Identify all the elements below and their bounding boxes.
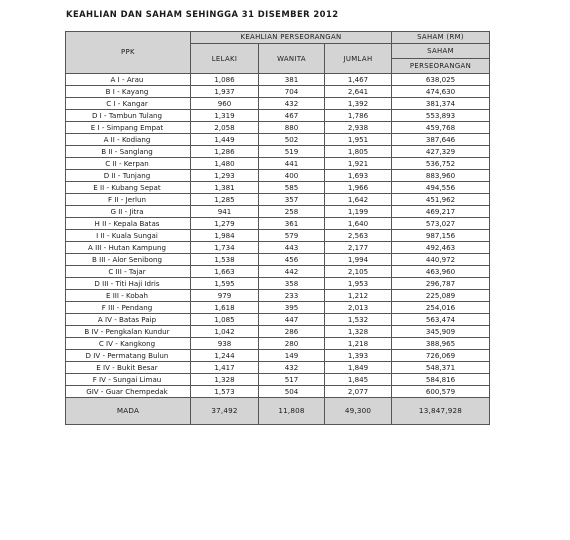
cell-lelaki: 1,086 xyxy=(191,74,259,86)
cell-wanita: 149 xyxy=(259,350,325,362)
table-row xyxy=(66,86,490,98)
cell-saham: 469,217 xyxy=(392,206,490,218)
header-lelaki: LELAKI xyxy=(191,44,259,74)
cell-ppk-name: E II - Kubang Sepat xyxy=(66,182,191,194)
cell-saham: 726,069 xyxy=(392,350,490,362)
cell-saham: 563,474 xyxy=(392,314,490,326)
cell-jumlah: 1,953 xyxy=(325,278,392,290)
cell-lelaki: 1,417 xyxy=(191,362,259,374)
cell-saham: 553,893 xyxy=(392,110,490,122)
table-row xyxy=(66,242,490,254)
cell-wanita: 280 xyxy=(259,338,325,350)
cell-wanita: 502 xyxy=(259,134,325,146)
cell-jumlah: 1,328 xyxy=(325,326,392,338)
cell-wanita: 704 xyxy=(259,86,325,98)
cell-lelaki: 1,285 xyxy=(191,194,259,206)
cell-lelaki: 1,381 xyxy=(191,182,259,194)
cell-saham: 548,371 xyxy=(392,362,490,374)
cell-jumlah: 1,212 xyxy=(325,290,392,302)
total-row xyxy=(66,398,490,425)
cell-wanita: 504 xyxy=(259,386,325,398)
page-title: KEAHLIAN DAN SAHAM SEHINGGA 31 DISEMBER 2012 xyxy=(66,9,339,19)
table-row xyxy=(66,266,490,278)
total-wanita: 11,808 xyxy=(259,398,325,425)
cell-saham: 584,816 xyxy=(392,374,490,386)
cell-lelaki: 1,085 xyxy=(191,314,259,326)
table-row xyxy=(66,278,490,290)
table-row xyxy=(66,362,490,374)
total-label: MADA xyxy=(66,398,191,425)
cell-saham: 345,909 xyxy=(392,326,490,338)
cell-saham: 474,630 xyxy=(392,86,490,98)
cell-lelaki: 1,244 xyxy=(191,350,259,362)
cell-jumlah: 1,921 xyxy=(325,158,392,170)
cell-saham: 883,960 xyxy=(392,170,490,182)
table-row xyxy=(66,158,490,170)
total-lelaki: 37,492 xyxy=(191,398,259,425)
table-body xyxy=(66,74,490,398)
table-row xyxy=(66,110,490,122)
table-row xyxy=(66,194,490,206)
cell-wanita: 443 xyxy=(259,242,325,254)
cell-jumlah: 1,994 xyxy=(325,254,392,266)
cell-ppk-name: D III - Titi Haji Idris xyxy=(66,278,191,290)
cell-lelaki: 1,279 xyxy=(191,218,259,230)
cell-ppk-name: C IV - Kangkong xyxy=(66,338,191,350)
cell-jumlah: 1,393 xyxy=(325,350,392,362)
header-keahlian: KEAHLIAN PERSEORANGAN xyxy=(191,32,392,44)
cell-wanita: 456 xyxy=(259,254,325,266)
table-row xyxy=(66,314,490,326)
table-row xyxy=(66,98,490,110)
cell-lelaki: 1,328 xyxy=(191,374,259,386)
cell-ppk-name: F III - Pendang xyxy=(66,302,191,314)
cell-ppk-name: A III - Hutan Kampung xyxy=(66,242,191,254)
cell-jumlah: 2,641 xyxy=(325,86,392,98)
cell-ppk-name: D I - Tambun Tulang xyxy=(66,110,191,122)
cell-jumlah: 1,805 xyxy=(325,146,392,158)
cell-ppk-name: GIV - Guar Chempedak xyxy=(66,386,191,398)
cell-jumlah: 1,218 xyxy=(325,338,392,350)
cell-wanita: 361 xyxy=(259,218,325,230)
cell-ppk-name: C III - Tajar xyxy=(66,266,191,278)
cell-ppk-name: F II - Jerlun xyxy=(66,194,191,206)
cell-jumlah: 1,693 xyxy=(325,170,392,182)
cell-jumlah: 1,640 xyxy=(325,218,392,230)
cell-ppk-name: E IV - Bukit Besar xyxy=(66,362,191,374)
cell-wanita: 447 xyxy=(259,314,325,326)
cell-saham: 600,579 xyxy=(392,386,490,398)
cell-saham: 536,752 xyxy=(392,158,490,170)
cell-ppk-name: A II - Kodiang xyxy=(66,134,191,146)
cell-wanita: 395 xyxy=(259,302,325,314)
cell-jumlah: 2,077 xyxy=(325,386,392,398)
cell-ppk-name: G II - Jitra xyxy=(66,206,191,218)
cell-saham: 492,463 xyxy=(392,242,490,254)
cell-saham: 427,329 xyxy=(392,146,490,158)
cell-ppk-name: E I - Simpang Empat xyxy=(66,122,191,134)
cell-saham: 573,027 xyxy=(392,218,490,230)
cell-wanita: 233 xyxy=(259,290,325,302)
total-jumlah: 49,300 xyxy=(325,398,392,425)
table-row xyxy=(66,74,490,86)
cell-saham: 463,960 xyxy=(392,266,490,278)
cell-jumlah: 1,786 xyxy=(325,110,392,122)
cell-jumlah: 1,951 xyxy=(325,134,392,146)
cell-jumlah: 1,392 xyxy=(325,98,392,110)
cell-wanita: 381 xyxy=(259,74,325,86)
header-wanita: WANITA xyxy=(259,44,325,74)
cell-lelaki: 1,480 xyxy=(191,158,259,170)
cell-wanita: 358 xyxy=(259,278,325,290)
cell-lelaki: 1,734 xyxy=(191,242,259,254)
cell-ppk-name: F IV - Sungai Limau xyxy=(66,374,191,386)
cell-lelaki: 941 xyxy=(191,206,259,218)
header-saham-sub1: SAHAM xyxy=(392,44,490,59)
cell-saham: 381,374 xyxy=(392,98,490,110)
table-row xyxy=(66,122,490,134)
cell-jumlah: 2,563 xyxy=(325,230,392,242)
cell-jumlah: 1,642 xyxy=(325,194,392,206)
cell-jumlah: 2,177 xyxy=(325,242,392,254)
cell-lelaki: 1,293 xyxy=(191,170,259,182)
cell-ppk-name: I II - Kuala Sungai xyxy=(66,230,191,242)
header-saham-sub2: PERSEORANGAN xyxy=(392,59,490,74)
cell-saham: 459,768 xyxy=(392,122,490,134)
cell-lelaki: 1,449 xyxy=(191,134,259,146)
cell-ppk-name: B III - Alor Senibong xyxy=(66,254,191,266)
cell-ppk-name: D IV - Permatang Bulun xyxy=(66,350,191,362)
cell-saham: 638,025 xyxy=(392,74,490,86)
table-row xyxy=(66,386,490,398)
header-jumlah: JUMLAH xyxy=(325,44,392,74)
cell-ppk-name: D II - Tunjang xyxy=(66,170,191,182)
cell-wanita: 585 xyxy=(259,182,325,194)
cell-lelaki: 938 xyxy=(191,338,259,350)
cell-saham: 254,016 xyxy=(392,302,490,314)
cell-wanita: 441 xyxy=(259,158,325,170)
cell-saham: 451,962 xyxy=(392,194,490,206)
cell-wanita: 286 xyxy=(259,326,325,338)
cell-wanita: 579 xyxy=(259,230,325,242)
cell-ppk-name: C II - Kerpan xyxy=(66,158,191,170)
cell-ppk-name: A I - Arau xyxy=(66,74,191,86)
table-row xyxy=(66,302,490,314)
header-ppk: PPK xyxy=(66,32,191,74)
table-row xyxy=(66,218,490,230)
table-row xyxy=(66,254,490,266)
cell-wanita: 442 xyxy=(259,266,325,278)
cell-lelaki: 1,618 xyxy=(191,302,259,314)
table-row xyxy=(66,170,490,182)
cell-saham: 225,089 xyxy=(392,290,490,302)
cell-saham: 987,156 xyxy=(392,230,490,242)
table-row xyxy=(66,338,490,350)
cell-jumlah: 2,105 xyxy=(325,266,392,278)
table-row xyxy=(66,326,490,338)
table-row xyxy=(66,350,490,362)
cell-wanita: 258 xyxy=(259,206,325,218)
cell-lelaki: 1,595 xyxy=(191,278,259,290)
cell-wanita: 880 xyxy=(259,122,325,134)
cell-lelaki: 1,319 xyxy=(191,110,259,122)
cell-jumlah: 2,013 xyxy=(325,302,392,314)
cell-lelaki: 2,058 xyxy=(191,122,259,134)
cell-lelaki: 960 xyxy=(191,98,259,110)
cell-ppk-name: A IV - Batas Paip xyxy=(66,314,191,326)
table-row xyxy=(66,134,490,146)
cell-lelaki: 1,663 xyxy=(191,266,259,278)
cell-wanita: 432 xyxy=(259,362,325,374)
cell-lelaki: 1,286 xyxy=(191,146,259,158)
cell-jumlah: 1,467 xyxy=(325,74,392,86)
cell-lelaki: 1,573 xyxy=(191,386,259,398)
cell-lelaki: 1,984 xyxy=(191,230,259,242)
cell-lelaki: 979 xyxy=(191,290,259,302)
cell-ppk-name: B IV - Pengkalan Kundur xyxy=(66,326,191,338)
cell-ppk-name: B II - Sanglang xyxy=(66,146,191,158)
cell-wanita: 400 xyxy=(259,170,325,182)
cell-jumlah: 1,966 xyxy=(325,182,392,194)
table-row xyxy=(66,182,490,194)
table-row xyxy=(66,206,490,218)
table-row xyxy=(66,146,490,158)
cell-ppk-name: H II - Kepala Batas xyxy=(66,218,191,230)
cell-jumlah: 2,938 xyxy=(325,122,392,134)
cell-ppk-name: E III - Kobah xyxy=(66,290,191,302)
table-row xyxy=(66,374,490,386)
cell-wanita: 357 xyxy=(259,194,325,206)
cell-saham: 440,972 xyxy=(392,254,490,266)
total-saham: 13,847,928 xyxy=(392,398,490,425)
cell-lelaki: 1,937 xyxy=(191,86,259,98)
cell-ppk-name: B I - Kayang xyxy=(66,86,191,98)
cell-wanita: 519 xyxy=(259,146,325,158)
cell-saham: 494,556 xyxy=(392,182,490,194)
cell-saham: 387,646 xyxy=(392,134,490,146)
cell-jumlah: 1,199 xyxy=(325,206,392,218)
cell-jumlah: 1,532 xyxy=(325,314,392,326)
table-row xyxy=(66,290,490,302)
header-saham: SAHAM (RM) xyxy=(392,32,490,44)
cell-wanita: 467 xyxy=(259,110,325,122)
cell-lelaki: 1,538 xyxy=(191,254,259,266)
membership-table xyxy=(65,31,490,425)
cell-wanita: 517 xyxy=(259,374,325,386)
cell-saham: 388,965 xyxy=(392,338,490,350)
cell-lelaki: 1,042 xyxy=(191,326,259,338)
cell-wanita: 432 xyxy=(259,98,325,110)
table-row xyxy=(66,230,490,242)
cell-saham: 296,787 xyxy=(392,278,490,290)
cell-jumlah: 1,849 xyxy=(325,362,392,374)
cell-ppk-name: C I - Kangar xyxy=(66,98,191,110)
cell-jumlah: 1,845 xyxy=(325,374,392,386)
